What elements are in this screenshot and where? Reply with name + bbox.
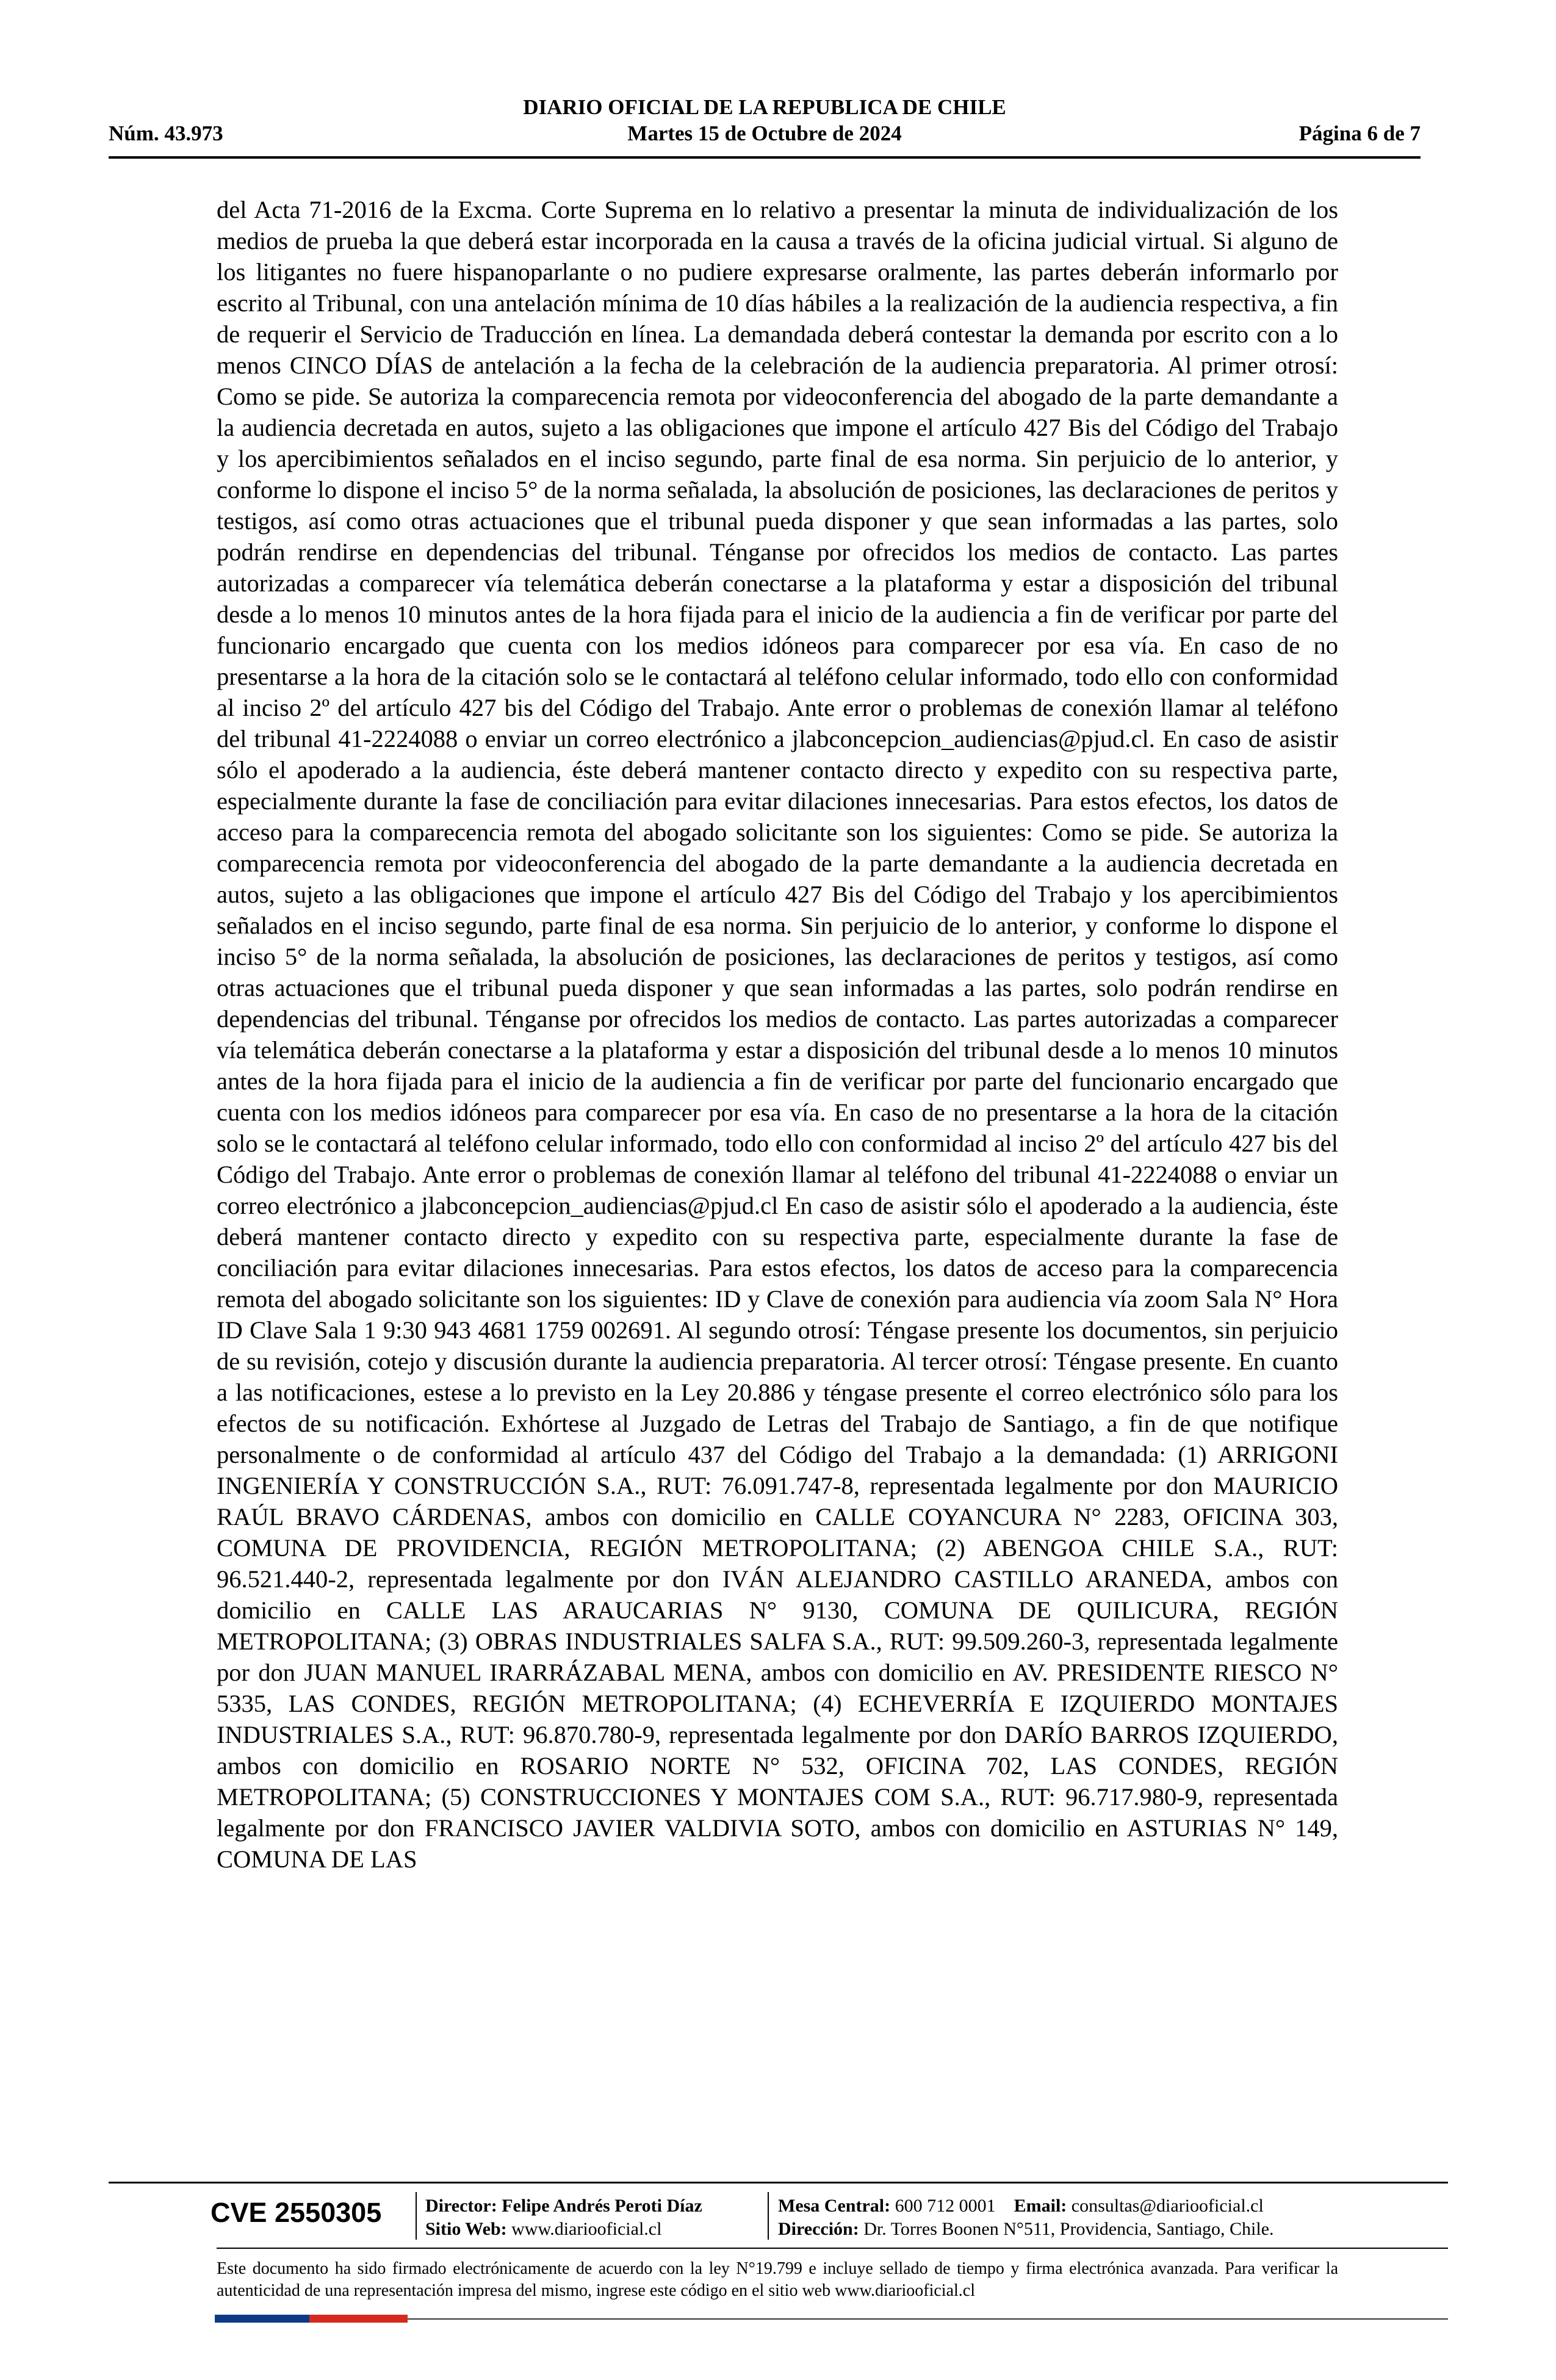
- issue-date: Martes 15 de Octubre de 2024: [627, 121, 902, 145]
- page-header: [109, 95, 1421, 156]
- email-link[interactable]: consultas@diariooficial.cl: [1071, 2196, 1264, 2216]
- header-divider: [109, 156, 1421, 159]
- legal-notice: Este documento ha sido firmado electrónicamente de acuerdo con la ley N°19.799 e incluye sellado de tiempo y firma electrónica avanzada. Para verificar la autenticidad de una representación impresa del mismo, ingrese este código en el sitio web www.diariooficial.cl: [217, 2259, 1338, 2300]
- mesa-central-phone: 600 712 0001: [895, 2196, 996, 2216]
- body-text: del Acta 71-2016 de la Excma. Corte Suprema en lo relativo a presentar la minuta de individualización de los medios de prueba la que deberá estar incorporada en la causa a través de la oficina judicial virtual. Si alguno de los litigantes no fuere hispanoparlante o no pudiere expresarse oralmente, las partes deberán informarlo por escrito al Tribunal, con una antelación mínima de 10 días hábiles a la realización de la audiencia respectiva, a fin de requerir el Servicio de Traducción en línea. La demandada deberá contestar la demanda por escrito con a lo menos CINCO DÍAS de antelación a la fecha de la celebración de la audiencia preparatoria. Al primer otrosí: Como se pide. Se autoriza la comparecencia remota por videoconferencia del abogado de la parte demandante a la audiencia decretada en autos, sujeto a las obligaciones que impone el artículo 427 Bis del Código del Trabajo y los apercibimientos señalados en el inciso segundo, parte final de esa norma. Sin perjuicio de lo anterior, y conforme lo dispone el inciso 5° de la norma señalada, la absolución de posiciones, las declaraciones de peritos y testigos, así como otras actuaciones que el tribunal pueda disponer y que sean informadas a las partes, solo podrán rendirse en dependencias del tribunal. Ténganse por ofrecidos los medios de contacto. Las partes autorizadas a comparecer vía telemática deberán conectarse a la plataforma y estar a disposición del tribunal desde a lo menos 10 minutos antes de la hora fijada para el inicio de la audiencia a fin de verificar por parte del funcionario encargado que cuenta con los medios idóneos para comparecer por esa vía. En caso de no presentarse a la hora de la citación solo se le contactará al teléfono celular informado, todo ello con conformidad al inciso 2º del artículo 427 bis del Código del Trabajo. Ante error o problemas de conexión llamar al teléfono del tribunal 41-2224088 o enviar un correo electrónico a jlabconcepcion_audiencias@pjud.cl. En caso de asistir sólo el apoderado a la audiencia, éste deberá mantener contacto directo y expedito con su respectiva parte, especialmente durante la fase de conciliación para evitar dilaciones innecesarias. Para estos efectos, los datos de acceso para la comparecencia remota del abogado solicitante son los siguientes: Como se pide. Se autoriza la comparecencia remota por videoconferencia del abogado de la parte demandante a la audiencia decretada en autos, sujeto a las obligaciones que impone el artículo 427 Bis del Código del Trabajo y los apercibimientos señalados en el inciso segundo, parte final de esa norma. Sin perjuicio de lo anterior, y conforme lo dispone el inciso 5° de la norma señalada, la absolución de posiciones, las declaraciones de peritos y testigos, así como otras actuaciones que el tribunal pueda disponer y que sean informadas a las partes, solo podrán rendirse en dependencias del tribunal. Ténganse por ofrecidos los medios de contacto. Las partes autorizadas a comparecer vía telemática deberán conectarse a la plataforma y estar a disposición del tribunal desde a lo menos 10 minutos antes de la hora fijada para el inicio de la audiencia a fin de verificar por parte del funcionario encargado que cuenta con los medios idóneos para comparecer por esa vía. En caso de no presentarse a la hora de la citación solo se le contactará al teléfono celular informado, todo ello con conformidad al inciso 2º del artículo 427 bis del Código del Trabajo. Ante error o problemas de conexión llamar al teléfono del tribunal 41-2224088 o enviar un correo electrónico a jlabconcepcion_audiencias@pjud.cl En caso de asistir sólo el apoderado a la audiencia, éste deberá mantener contacto directo y expedito con su respectiva parte, especialmente durante la fase de conciliación para evitar dilaciones innecesarias. Para estos efectos, los datos de acceso para la comparecencia remota del abogado solicitante son los siguientes: ID y Clave de conexión para audiencia vía zoom Sala N° Hora ID Clave Sala 1 9:30 943 4681 1759 002691. Al segundo otrosí: Téngase presente los documentos, sin perjuicio de su revisión, cotejo y discusión durante la audiencia preparatoria. Al tercer otrosí: Téngase presente. En cuanto a las notificaciones, estese a lo previsto en la Ley 20.886 y téngase presente el correo electrónico sólo para los efectos de su notificación. Exhórtese al Juzgado de Letras del Trabajo de Santiago, a fin de que notifique personalmente o de conformidad al artículo 437 del Código del Trabajo a la demandada: (1) ARRIGONI INGENIERÍA Y CONSTRUCCIÓN S.A., RUT: 76.091.747-8, representada legalmente por don MAURICIO RAÚL BRAVO CÁRDENAS, ambos con domicilio en CALLE COYANCURA N° 2283, OFICINA 303, COMUNA DE PROVIDENCIA, REGIÓN METROPOLITANA; (2) ABENGOA CHILE S.A., RUT: 96.521.440-2, representada legalmente por don IVÁN ALEJANDRO CASTILLO ARANEDA, ambos con domicilio en CALLE LAS ARAUCARIAS N° 9130, COMUNA DE QUILICURA, REGIÓN METROPOLITANA; (3) OBRAS INDUSTRIALES SALFA S.A., RUT: 99.509.260-3, representada legalmente por don JUAN MANUEL IRARRÁZABAL MENA, ambos con domicilio en AV. PRESIDENTE RIESCO N° 5335, LAS CONDES, REGIÓN METROPOLITANA; (4) ECHEVERRÍA E IZQUIERDO MONTAJES INDUSTRIALES S.A., RUT: 96.870.780-9, representada legalmente por don DARÍO BARROS IZQUIERDO, ambos con domicilio en ROSARIO NORTE N° 532, OFICINA 702, LAS CONDES, REGIÓN METROPOLITANA; (5) CONSTRUCCIONES Y MONTAJES COM S.A., RUT: 96.717.980-9, representada legalmente por don FRANCISCO JAVIER VALDIVIA SOTO, ambos con domicilio en ASTURIAS N° 149, COMUNA DE LAS: [217, 196, 1338, 1873]
- address-value: Dr. Torres Boonen N°511, Providencia, Santiago, Chile.: [863, 2219, 1274, 2239]
- address-label: Dirección:: [778, 2219, 859, 2239]
- footer-separator: [416, 2192, 417, 2240]
- footer-contact-block: [778, 2194, 1274, 2241]
- flag-blue-stripe: [215, 2315, 309, 2323]
- issue-number: Núm. 43.973: [109, 121, 223, 145]
- page-number: Página 6 de 7: [1298, 121, 1421, 145]
- footer-separator: [768, 2192, 769, 2240]
- website-label: Sitio Web:: [425, 2219, 507, 2239]
- mesa-central-label: Mesa Central:: [778, 2196, 891, 2216]
- footer-inner-divider: [217, 2248, 1448, 2249]
- flag-rule: [408, 2318, 1448, 2320]
- website-link[interactable]: www.diariooficial.cl: [511, 2219, 662, 2239]
- email-label: Email:: [1014, 2196, 1067, 2216]
- flag-red-stripe: [309, 2315, 408, 2323]
- publication-title: DIARIO OFICIAL DE LA REPUBLICA DE CHILE: [523, 95, 1006, 119]
- footer-divider: [109, 2182, 1448, 2183]
- director-label: Director:: [425, 2196, 497, 2216]
- cve-code: CVE 2550305: [211, 2197, 382, 2228]
- footer-director-block: [425, 2194, 702, 2241]
- director-name: Felipe Andrés Peroti Díaz: [502, 2196, 702, 2216]
- chile-flag-bar: [215, 2315, 408, 2323]
